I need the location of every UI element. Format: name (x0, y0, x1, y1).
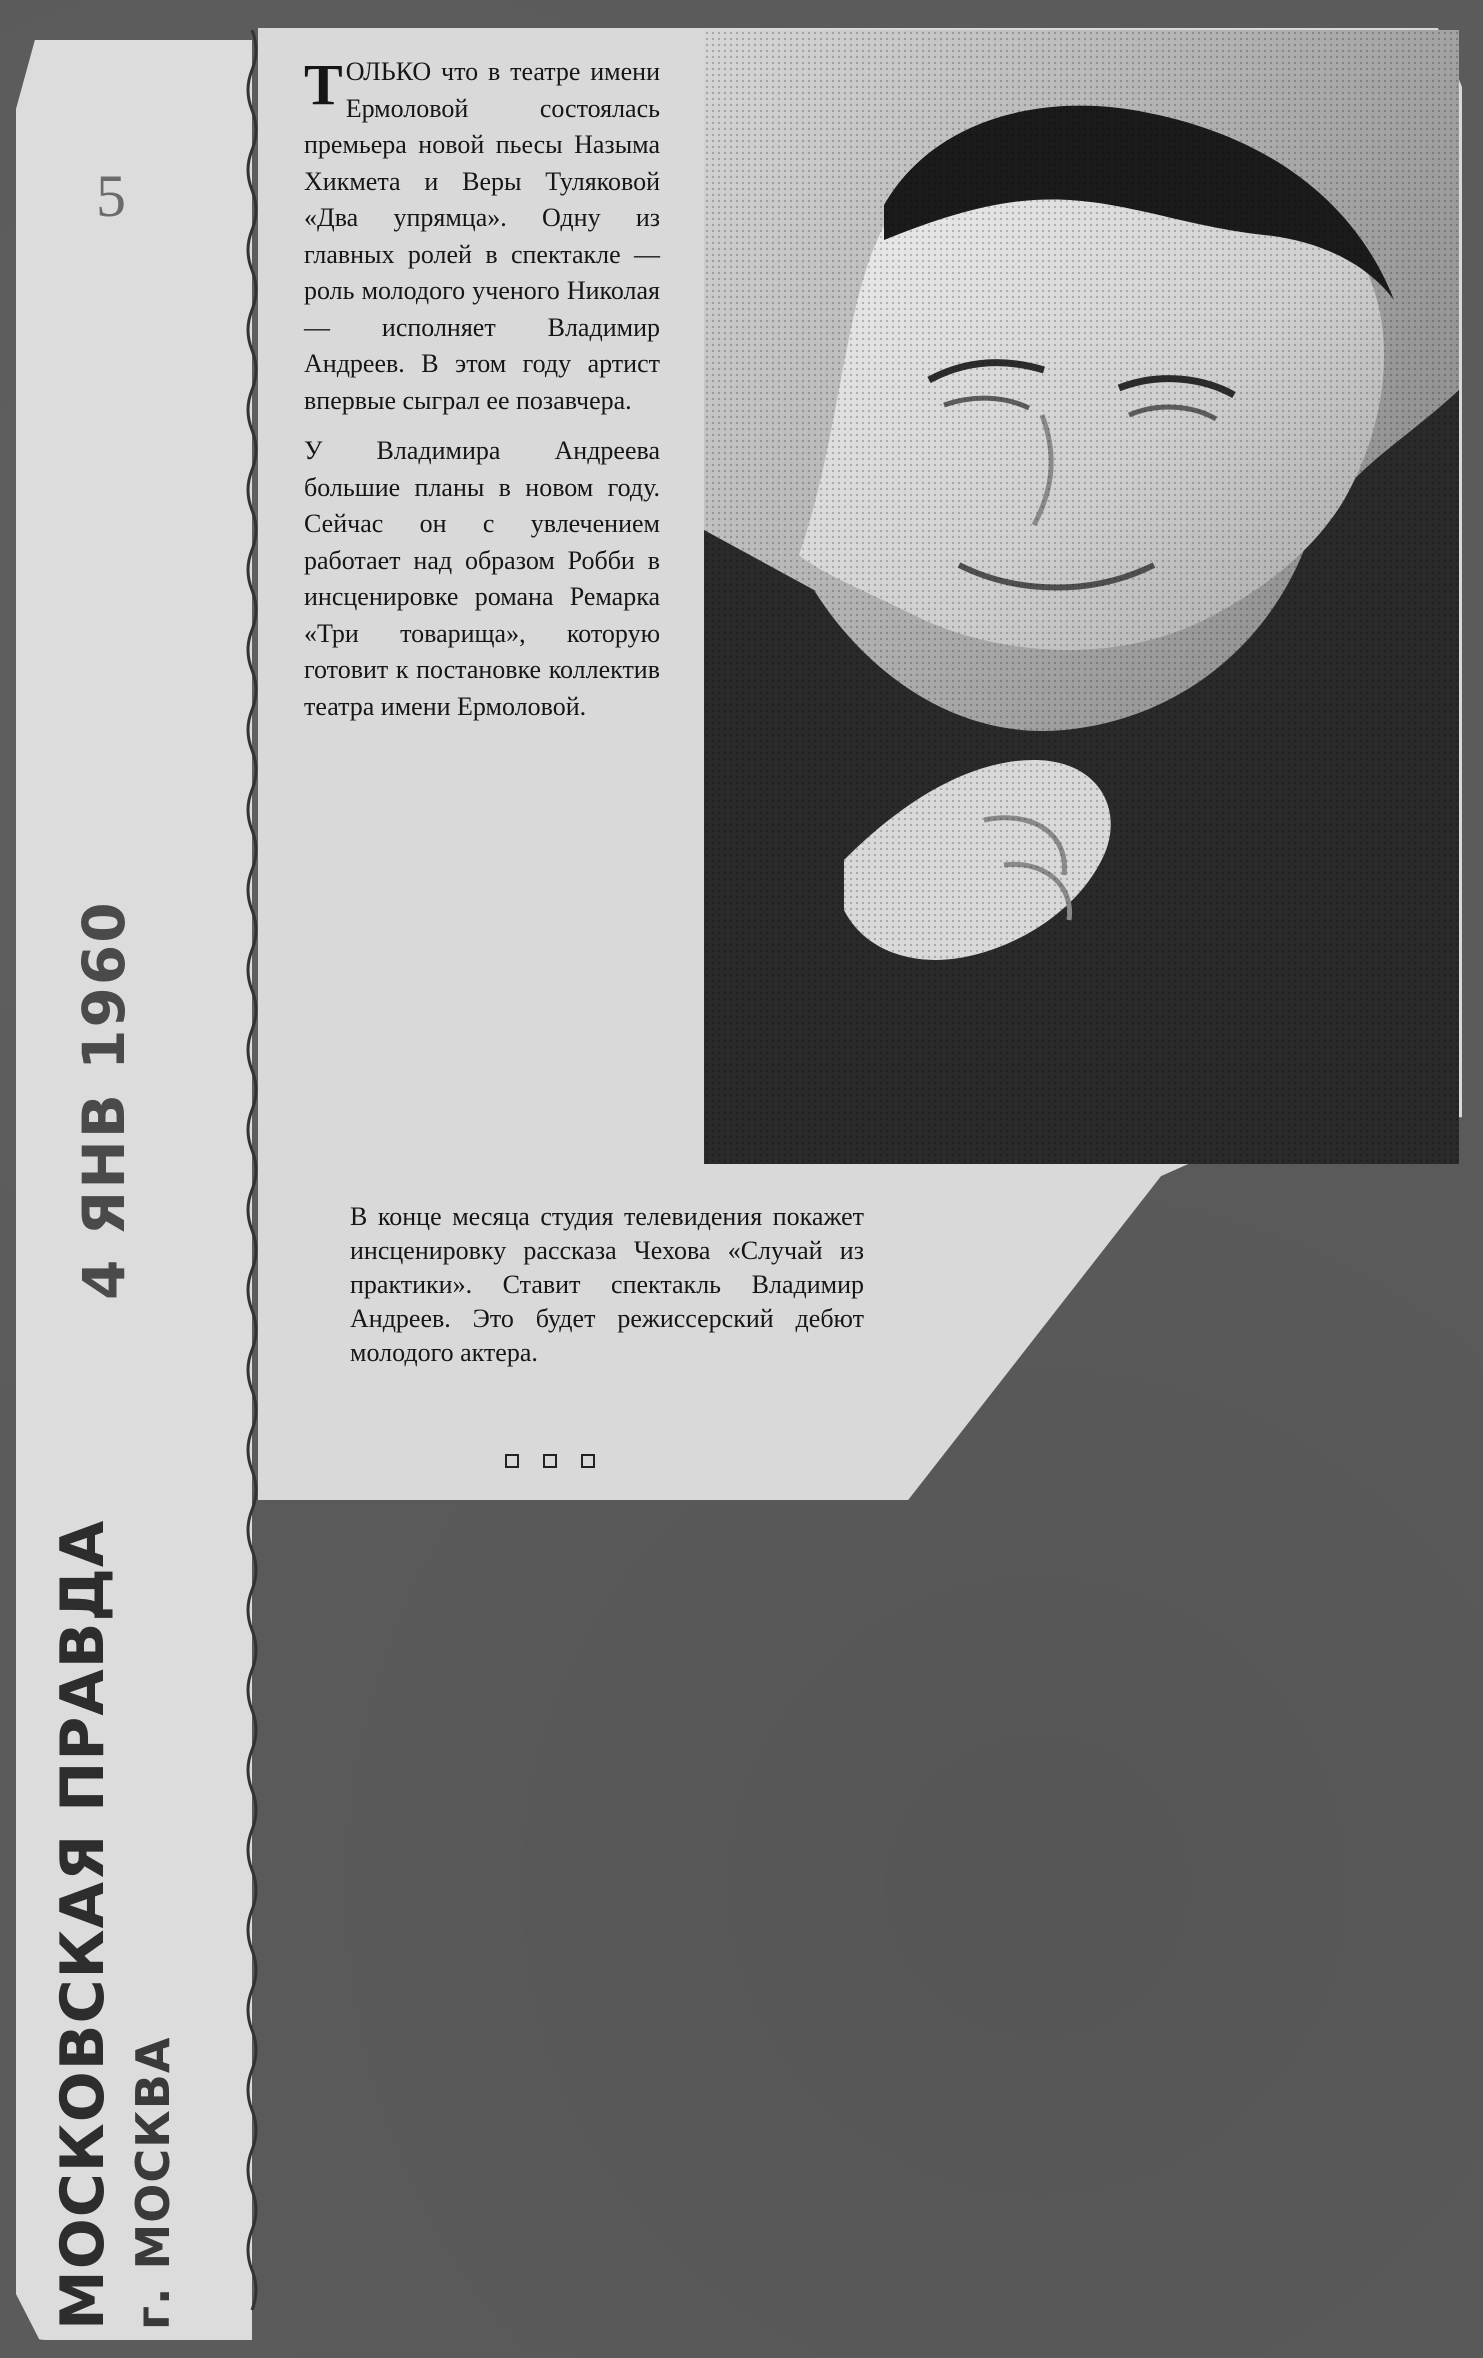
section-divider (505, 1454, 595, 1468)
article-paragraph-1 (304, 54, 660, 419)
divider-square (581, 1454, 595, 1468)
city-stamp: г. МОСКВА (126, 2036, 180, 2330)
actor-portrait-photo (704, 30, 1459, 1164)
article-column (304, 54, 660, 725)
perforated-edge (244, 30, 260, 2330)
article-paragraph-3: В конце месяца студия телевидения покажет инсценировку рассказа Чехова «Случай из практики». Ставит спектакль Владимир Андреев. Это будет режиссерский дебют молодого актера. (350, 1202, 864, 1367)
paragraph-text-1: ОЛЬКО что в театре имени Ермоловой состоялась премьера новой пьесы Назыма Хикмета и Веры Туляковой «Два упрямца». Одну из главных ролей в спектакле — роль молодого ученого Николая — исполняет Владимир Андреев. В этом году артист впервые сыграл ее позавчера. (304, 57, 660, 415)
date-stamp: 4 ЯНВ 1960 (70, 900, 138, 1300)
article-paragraph-2: У Владимира Андреева большие планы в новом году. Сейчас он с увлечением работает над образом Робби в инсценировке романа Ремарка «Три товарища», которую готовит к постановке коллектив театра имени Ермоловой. (304, 436, 660, 721)
portrait-illustration (704, 30, 1459, 1164)
drop-cap: Т (304, 52, 343, 117)
handwritten-mark: 5 (96, 163, 126, 229)
divider-square (505, 1454, 519, 1468)
newspaper-stamp: МОСКОВСКАЯ ПРАВДА (48, 1519, 118, 2330)
divider-square (543, 1454, 557, 1468)
